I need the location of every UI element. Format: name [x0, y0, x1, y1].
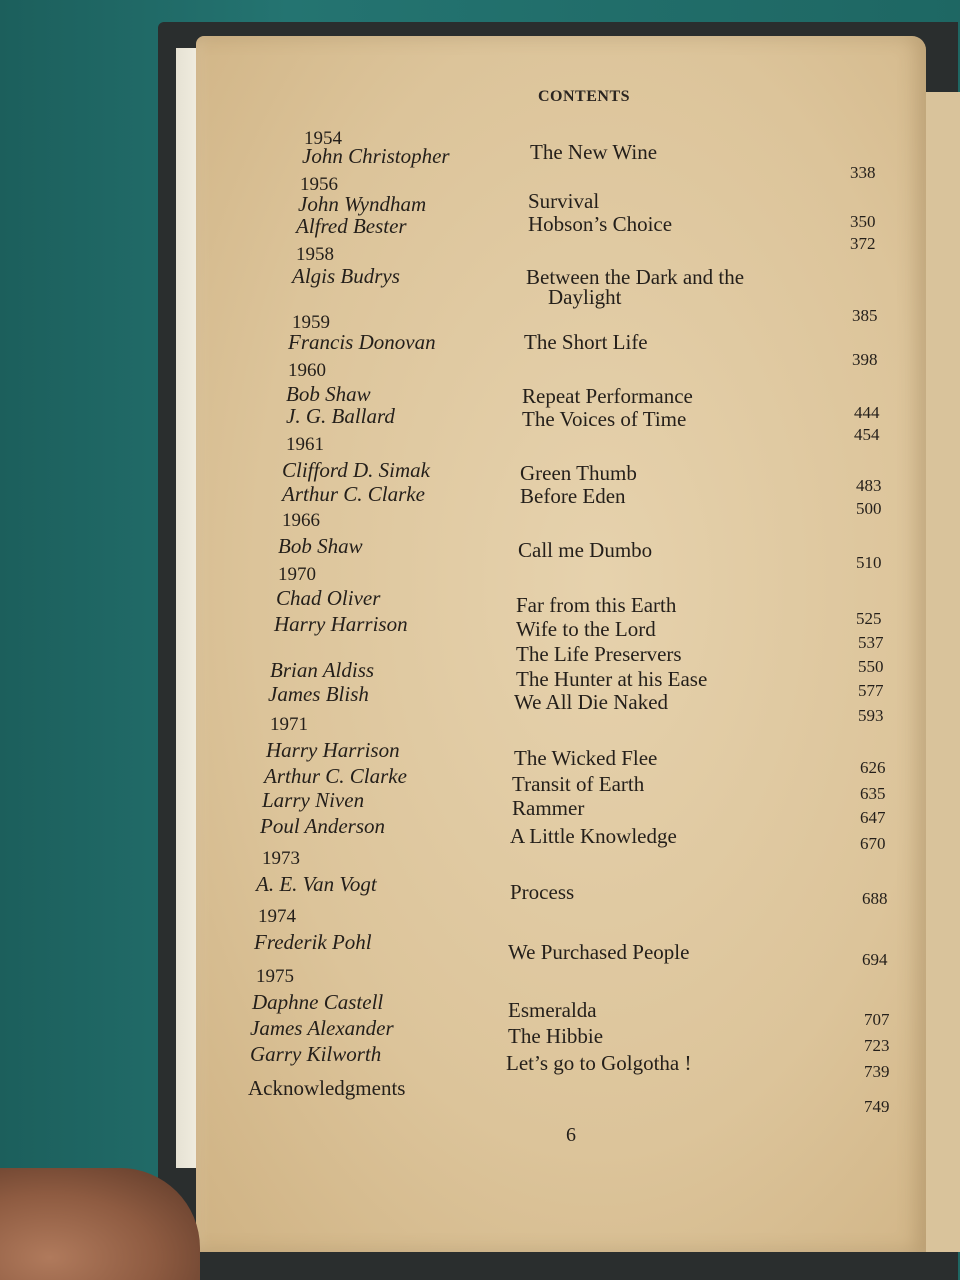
author-name: Garry Kilworth [250, 1042, 382, 1066]
story-title: Transit of Earth [512, 772, 645, 796]
page-ref: 707 [864, 1010, 890, 1029]
author-name: Algis Budrys [292, 264, 400, 288]
author-name: Bob Shaw [286, 382, 371, 406]
acknowledgments-label: Acknowledgments [248, 1076, 406, 1100]
story-title: Let’s go to Golgotha ! [506, 1051, 692, 1075]
author-name: Arthur C. Clarke [282, 482, 425, 506]
page-ref: 385 [852, 306, 878, 325]
author-name: J. G. Ballard [286, 404, 395, 428]
page-ref: 510 [856, 553, 882, 572]
page-ref: 626 [860, 758, 886, 777]
story-title: The Hunter at his Ease [516, 667, 708, 691]
story-title: Before Eden [520, 484, 626, 508]
page-ref: 688 [862, 889, 888, 908]
page-ref: 694 [862, 950, 888, 969]
story-title: The Short Life [524, 330, 648, 354]
story-title: Green Thumb [520, 461, 637, 485]
page-ref: 372 [850, 234, 876, 253]
page-ref: 444 [854, 403, 880, 422]
author-name: Poul Anderson [260, 814, 386, 838]
story-title: Survival [528, 189, 600, 213]
year-label: 1974 [258, 906, 296, 927]
story-title: The Voices of Time [522, 407, 687, 431]
year-label: 1960 [288, 360, 326, 381]
year-label: 1959 [292, 312, 330, 333]
story-title: Call me Dumbo [518, 538, 653, 562]
author-name: Chad Oliver [276, 586, 381, 610]
page-ref: 739 [864, 1062, 890, 1081]
page-ref: 338 [850, 163, 876, 182]
year-label: 1956 [300, 174, 338, 195]
author-name: James Blish [268, 682, 369, 706]
author-name: Clifford D. Simak [282, 458, 430, 482]
story-title: Far from this Earth [516, 593, 677, 617]
author-name: Alfred Bester [296, 214, 407, 238]
story-title: Wife to the Lord [516, 617, 656, 641]
year-label: 1975 [256, 966, 294, 987]
page-ref: 749 [864, 1097, 890, 1116]
author-name: Frederik Pohl [254, 930, 372, 954]
story-title: We Purchased People [508, 940, 690, 964]
page-number: 6 [566, 1124, 576, 1146]
page-ref: 647 [860, 808, 886, 827]
story-title: Esmeralda [508, 998, 597, 1022]
page-ref: 398 [852, 350, 878, 369]
story-title: Process [510, 880, 575, 904]
year-label: 1958 [296, 244, 334, 265]
author-name: Bob Shaw [278, 534, 363, 558]
author-name: John Christopher [302, 144, 450, 168]
page-ref: 723 [864, 1036, 890, 1055]
year-label: 1966 [282, 510, 320, 531]
year-label: 1961 [286, 434, 324, 455]
author-name: Harry Harrison [266, 738, 400, 762]
story-title: The Life Preservers [516, 642, 682, 666]
page-ref: 635 [860, 784, 886, 803]
author-name: Francis Donovan [288, 330, 436, 354]
page-ref: 500 [856, 499, 882, 518]
author-name: Brian Aldiss [270, 658, 375, 682]
story-title: Hobson’s Choice [528, 212, 673, 236]
story-title: Rammer [512, 796, 585, 820]
author-name: A. E. Van Vogt [256, 872, 377, 896]
story-title: Daylight [548, 285, 622, 309]
story-title: The New Wine [530, 140, 658, 164]
story-title: The Wicked Flee [514, 746, 658, 770]
page-ref: 483 [856, 476, 882, 495]
author-name: Daphne Castell [252, 990, 384, 1014]
page-ref: 350 [850, 212, 876, 231]
author-name: Arthur C. Clarke [264, 764, 407, 788]
page-ref: 577 [858, 681, 884, 700]
thumb [0, 1168, 200, 1280]
page-ref: 525 [856, 609, 882, 628]
author-name: John Wyndham [298, 192, 427, 216]
story-title: Repeat Performance [522, 384, 693, 408]
story-title: We All Die Naked [514, 690, 669, 714]
story-title: Between the Dark and the [526, 265, 745, 289]
year-label: 1970 [278, 564, 316, 585]
story-title: The Hibbie [508, 1024, 604, 1048]
page-ref: 550 [858, 657, 884, 676]
year-label: 1954 [304, 128, 342, 149]
author-name: James Alexander [250, 1016, 394, 1040]
year-label: 1971 [270, 714, 308, 735]
year-label: 1973 [262, 848, 300, 869]
page-ref: 537 [858, 633, 884, 652]
page-ref: 454 [854, 425, 880, 444]
contents-heading: CONTENTS [538, 88, 631, 105]
author-name: Harry Harrison [274, 612, 408, 636]
author-name: Larry Niven [262, 788, 365, 812]
page-ref: 670 [860, 834, 886, 853]
story-title: A Little Knowledge [510, 824, 677, 848]
page-ref: 593 [858, 706, 884, 725]
